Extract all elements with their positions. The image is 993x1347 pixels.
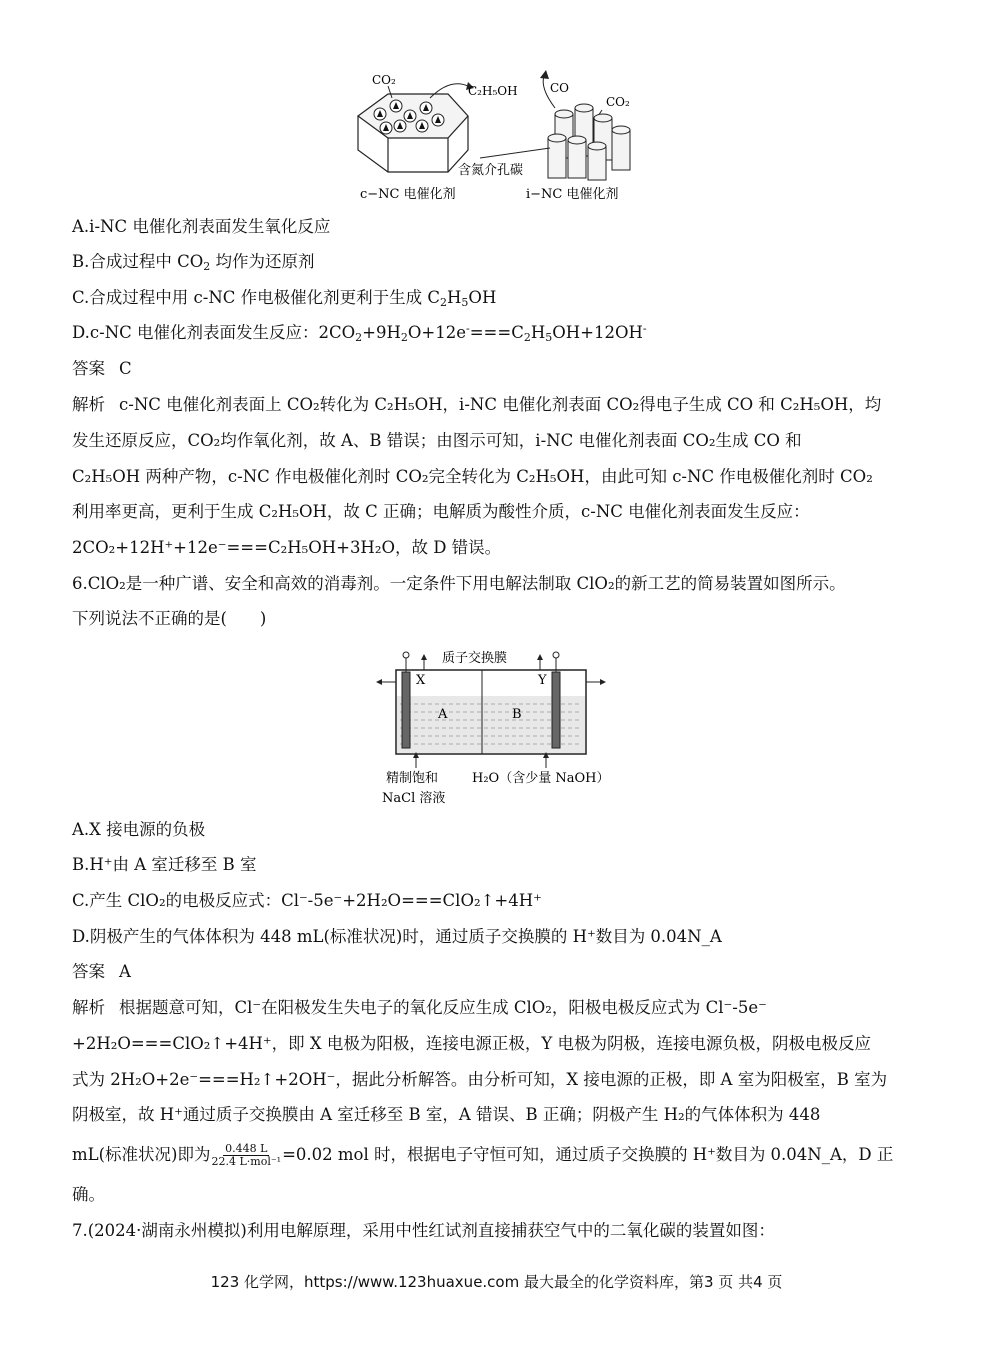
q6-answer: 答案 A — [72, 962, 131, 981]
q5-analysis-1: 解析 c-NC 电催化剂表面上 CO₂转化为 C₂H₅OH，i-NC 电催化剂表面 CO₂得电子生成 CO 和 C₂H₅OH，均 — [72, 395, 882, 414]
q5-option-d: D.c-NC 电催化剂表面发生反应：$2CO_2+9H_2O+12e^-===C_2H_5OH+12OH^-$ — [72, 322, 647, 344]
q6-analysis-5: mL(标准状况)即为 $\frac{0.448 L}{\text{22.4 L·mol⁻¹}}$ =0.02 mol 时，根据电子守恒可知，通过质子交换膜的 H⁺数目为 0.04N_A，D 正 — [72, 1142, 894, 1168]
c-nc-catalyst-diagram — [358, 94, 468, 172]
q6-stem-2: 下列说法不正确的是( ) — [72, 609, 267, 628]
q6-analysis-2: +2H₂O===ClO₂↑+4H⁺，即 X 电极为阳极，连接电源正极，Y 电极为阴极，连接电源负极，阴极电极反应 — [72, 1034, 871, 1053]
electrolysis-figure — [376, 644, 626, 809]
membrane-label: 质子交换膜 — [442, 651, 508, 666]
inlet-left-label-2: NaCl 溶液 — [382, 791, 446, 806]
left-caption: c−NC 电催化剂 — [360, 187, 456, 202]
co2-left-label: CO₂ — [372, 73, 396, 87]
q6-analysis-3: 式为 2H₂O+2e⁻===H₂↑+2OH⁻，据此分析解答。由分析可知，X 接电源的正极，即 A 室为阳极室，B 室为 — [72, 1070, 888, 1089]
c2h5oh-label: C₂H₅OH — [468, 84, 518, 98]
q5-option-a: A.i-NC 电催化剂表面发生氧化反应 — [72, 217, 331, 236]
q5-option-b: B.合成过程中 $CO_2$ 均作为还原剂 — [72, 252, 315, 273]
q5-analysis-2: 发生还原反应，CO₂均作氧化剂，故 A、B 错误；由图示可知，i-NC 电催化剂表面 CO₂生成 CO 和 — [72, 431, 802, 450]
q6-option-b: B.H⁺由 A 室迁移至 B 室 — [72, 855, 257, 874]
electrode-x-label: X — [416, 673, 426, 688]
q5-analysis-4: 利用率更高，更利于生成 C₂H₅OH，故 C 正确；电解质为酸性介质，c-NC 电催化剂表面发生反应： — [72, 502, 810, 521]
inlet-right-label: H₂O（含少量 NaOH） — [472, 771, 610, 786]
q6-analysis-6: 确。 — [72, 1185, 105, 1204]
q5-option-c: C.合成过程中用 c-NC 作电极催化剂更利于生成 $C_2H_5OH$ — [72, 288, 497, 309]
catalyst-figure — [350, 68, 650, 208]
page-footer: 123 化学网，https://www.123huaxue.com 最大最全的化学资料库，第3 页 共4 页 — [210, 1273, 783, 1291]
q6-stem-1: 6.ClO₂是一种广谱、安全和高效的消毒剂。一定条件下用电解法制取 ClO₂的新工艺的简易装置如图所示。 — [72, 574, 846, 593]
q5-answer: 答案 C — [72, 359, 132, 378]
q5-analysis-3: C₂H₅OH 两种产物，c-NC 作电极催化剂时 CO₂完全转化为 C₂H₅OH，由此可知 c-NC 作电极催化剂时 CO₂ — [72, 467, 873, 486]
right-caption: i−NC 电催化剂 — [526, 187, 619, 202]
q6-option-d: D.阴极产生的气体体积为 448 mL(标准状况)时，通过质子交换膜的 H⁺数目为 0.04N_A — [72, 927, 722, 946]
chamber-a-label: A — [438, 707, 448, 722]
electrode-y-label: Y — [538, 673, 547, 688]
q6-analysis-4: 阴极室，故 H⁺通过质子交换膜由 A 室迁移至 B 室，A 错误、B 正确；阴极产生 H₂的气体体积为 448 — [72, 1105, 821, 1124]
co-label: CO — [550, 81, 570, 95]
material-label: 含氮介孔碳 — [458, 163, 524, 178]
q5-analysis-5: 2CO₂+12H⁺+12e⁻===C₂H₅OH+3H₂O，故 D 错误。 — [72, 538, 502, 557]
q6-option-a: A.X 接电源的负极 — [72, 820, 206, 839]
q6-analysis-1: 解析 根据题意可知，Cl⁻在阳极发生失电子的氧化反应生成 ClO₂，阳极电极反应式为 Cl⁻-5e⁻ — [72, 998, 767, 1017]
q6-option-c: C.产生 ClO₂的电极反应式：Cl⁻-5e⁻+2H₂O===ClO₂↑+4H⁺ — [72, 891, 542, 910]
i-nc-cylinders — [548, 104, 630, 180]
chamber-b-label: B — [512, 707, 522, 722]
q7-stem-1: 7.(2024·湖南永州模拟)利用电解原理，采用中性红试剂直接捕获空气中的二氧化碳的装置如图： — [72, 1221, 775, 1240]
inlet-left-label-1: 精制饱和 — [386, 771, 439, 786]
co2-right-label: CO₂ — [606, 95, 630, 109]
fraction: $\frac{0.448 L}{\text{22.4 L·mol⁻¹}}$ — [211, 1142, 282, 1168]
